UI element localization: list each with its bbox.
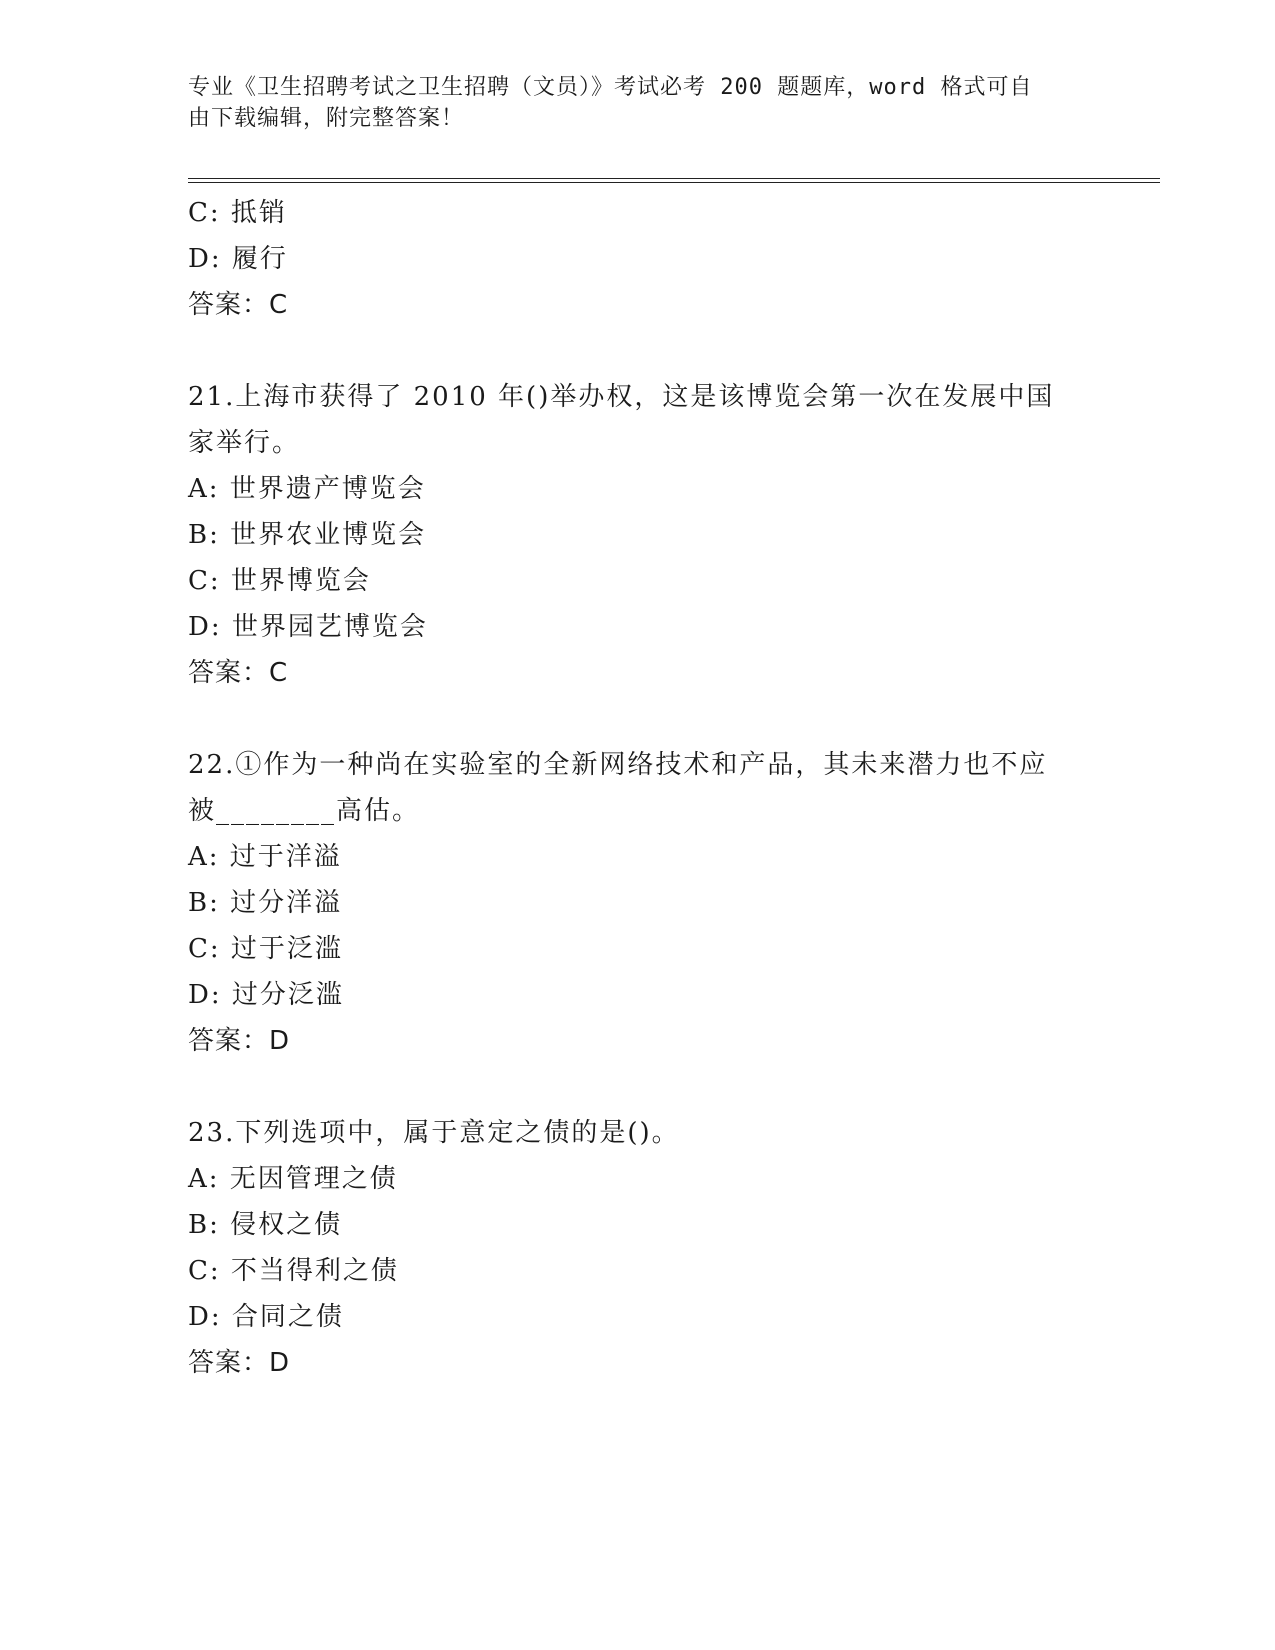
spacer <box>188 1064 1088 1110</box>
option-c: C: 世界博览会 <box>188 566 371 596</box>
question-text-line-1: 22.①作为一种尚在实验室的全新网络技术和产品，其未来潜力也不应 <box>188 750 1048 780</box>
question-text-line-1: 23.下列选项中，属于意定之债的是()。 <box>188 1118 680 1148</box>
answer: 答案：C <box>188 658 289 688</box>
option-b: B: 侵权之债 <box>188 1210 343 1240</box>
header-line-2: 由下载编辑，附完整答案！ <box>188 106 465 131</box>
question-23 <box>188 1110 1088 1386</box>
prev-answer: 答案：C <box>188 290 289 320</box>
prev-option-c: C: 抵销 <box>188 198 287 228</box>
question-text-line-2: 家举行。 <box>188 428 301 458</box>
question-list <box>188 190 1088 1386</box>
spacer <box>188 696 1088 742</box>
page-header <box>188 72 1088 134</box>
header-divider-top <box>188 178 1160 179</box>
question-text-line-2: 被________高估。 <box>188 796 421 826</box>
answer: 答案：D <box>188 1348 291 1378</box>
answer: 答案：D <box>188 1026 291 1056</box>
header-line-1: 专业《卫生招聘考试之卫生招聘（文员）》考试必考 200 题题库，word 格式可自 <box>188 75 1033 100</box>
option-d: D: 合同之债 <box>188 1302 344 1332</box>
option-a: A: 无因管理之债 <box>188 1164 398 1194</box>
question-21 <box>188 374 1088 696</box>
question-text-line-1: 21.上海市获得了 2010 年()举办权，这是该博览会第一次在发展中国 <box>188 382 1055 412</box>
option-d: D: 过分泛滥 <box>188 980 344 1010</box>
spacer <box>188 328 1088 374</box>
option-b: B: 过分洋溢 <box>188 888 343 918</box>
option-a: A: 世界遗产博览会 <box>188 474 426 504</box>
prev-option-d: D: 履行 <box>188 244 288 274</box>
option-d: D: 世界园艺博览会 <box>188 612 428 642</box>
option-c: C: 不当得利之债 <box>188 1256 399 1286</box>
option-c: C: 过于泛滥 <box>188 934 343 964</box>
option-b: B: 世界农业博览会 <box>188 520 427 550</box>
header-divider-bottom <box>188 182 1160 183</box>
option-a: A: 过于洋溢 <box>188 842 342 872</box>
question-22 <box>188 742 1088 1064</box>
